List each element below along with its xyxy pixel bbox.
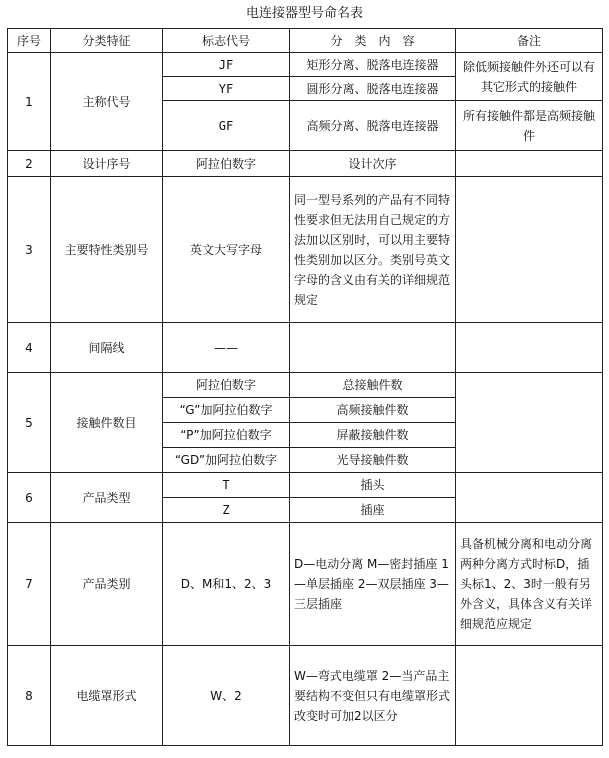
row3-num: 3 <box>8 177 51 323</box>
row4-feature: 间隔线 <box>51 323 163 373</box>
row6a-code: T <box>163 473 290 498</box>
row1c-content: 高频分离、脱落电连接器 <box>290 101 456 151</box>
row7-code: D、M和1、2、3 <box>163 523 290 646</box>
row6b-code: Z <box>163 498 290 523</box>
row5a-content: 总接触件数 <box>290 373 456 398</box>
table-row <box>8 646 603 746</box>
row7-num: 7 <box>8 523 51 646</box>
row8-note <box>456 646 603 746</box>
row1b-content: 圆形分离、脱落电连接器 <box>290 77 456 101</box>
row6b-content: 插座 <box>290 498 456 523</box>
table-row <box>8 373 603 398</box>
row1-note-c: 所有接触件都是高频接触件 <box>456 101 603 151</box>
header-code: 标志代号 <box>163 29 290 53</box>
table-row <box>8 473 603 498</box>
row4-content <box>290 323 456 373</box>
row6a-content: 插头 <box>290 473 456 498</box>
row7-content: D—电动分离 M—密封插座 1—单层插座 2—双层插座 3—三层插座 <box>290 523 456 646</box>
header-feature: 分类特征 <box>51 29 163 53</box>
row2-code: 阿拉伯数字 <box>163 151 290 177</box>
row2-num: 2 <box>8 151 51 177</box>
row8-feature: 电缆罩形式 <box>51 646 163 746</box>
row8-content: W—弯式电缆罩 2—当产品主要结构不变但只有电缆罩形式改变时可加2以区分 <box>290 646 456 746</box>
row2-content: 设计次序 <box>290 151 456 177</box>
row7-note: 具备机械分离和电动分离两种分离方式时标D，插头标1、2、3时一般有另外含义，具体含义有关详细规范应规定 <box>456 523 603 646</box>
header-num: 序号 <box>8 29 51 53</box>
header-note: 备注 <box>456 29 603 53</box>
row8-num: 8 <box>8 646 51 746</box>
row1-note-ab: 除低频接触件外还可以有其它形式的接触件 <box>456 53 603 101</box>
row1-num: 1 <box>8 53 51 151</box>
row1a-code: JF <box>163 53 290 77</box>
table-row <box>8 177 603 323</box>
row1a-content: 矩形分离、脱落电连接器 <box>290 53 456 77</box>
row5d-code: “GD”加阿拉伯数字 <box>163 448 290 473</box>
header-content: 分 类 内 容 <box>290 29 456 53</box>
table-row <box>8 523 603 646</box>
row6-feature: 产品类型 <box>51 473 163 523</box>
row8-code: W、2 <box>163 646 290 746</box>
row5b-content: 高频接触件数 <box>290 398 456 423</box>
row4-code: —— <box>163 323 290 373</box>
row4-note <box>456 323 603 373</box>
row5b-code: “G”加阿拉伯数字 <box>163 398 290 423</box>
row6-note <box>456 473 603 523</box>
row6-num: 6 <box>8 473 51 523</box>
row5-feature: 接触件数目 <box>51 373 163 473</box>
row2-note <box>456 151 603 177</box>
table-title: 电连接器型号命名表 <box>245 6 363 21</box>
row5a-code: 阿拉伯数字 <box>163 373 290 398</box>
row3-content: 同一型号系列的产品有不同特性要求但无法用自己规定的方法加以区别时，可以用主要特性类别加以区分。类别号英文字母的含义由有关的详细规范规定 <box>290 177 456 323</box>
row2-feature: 设计序号 <box>51 151 163 177</box>
naming-table <box>7 28 603 746</box>
row1c-code: GF <box>163 101 290 151</box>
row5c-code: “P”加阿拉伯数字 <box>163 423 290 448</box>
table-row <box>8 151 603 177</box>
table-row <box>8 53 603 77</box>
row4-num: 4 <box>8 323 51 373</box>
row3-feature: 主要特性类别号 <box>51 177 163 323</box>
header-row <box>8 29 603 53</box>
row1b-code: YF <box>163 77 290 101</box>
row3-note <box>456 177 603 323</box>
row5-num: 5 <box>8 373 51 473</box>
row7-feature: 产品类别 <box>51 523 163 646</box>
row5-note <box>456 373 603 473</box>
table-row <box>8 323 603 373</box>
row3-code: 英文大写字母 <box>163 177 290 323</box>
row5c-content: 屏蔽接触件数 <box>290 423 456 448</box>
row1-feature: 主称代号 <box>51 53 163 151</box>
row5d-content: 光导接触件数 <box>290 448 456 473</box>
